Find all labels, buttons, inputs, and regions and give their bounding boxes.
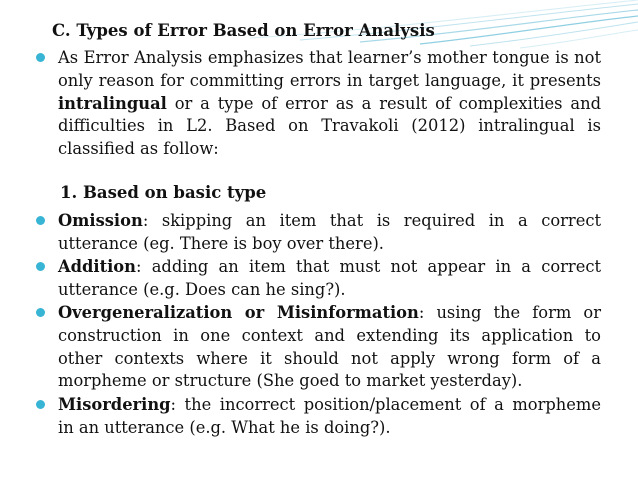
omission-definition: : skipping an item that is required in a correct [142,211,601,230]
overgeneralization-term: Overgeneralization or Misinformation [58,303,419,322]
omission-bullet [58,210,601,256]
intro-bullet [58,47,601,161]
intro-line-5: classified as follow: [58,139,219,159]
intralingual-term: intralingual [58,93,167,113]
intro-line-3 [58,93,601,116]
subheading-basic-type: 1. Based on basic type [60,183,267,202]
intro-line-4: difficulties in L2. Based on Travakoli (2012) intralingual is [58,116,601,136]
intro-line-2: only reason for committing errors in target language, it presents [58,70,601,90]
addition-definition: : adding an item that must not appear in a correct [136,257,601,276]
overgeneralization-line-3: other contexts where it should not apply wrong form of a [58,348,601,368]
bullet-dot-icon [36,262,45,271]
addition-term: Addition [58,257,136,276]
bullet-dot-icon [36,308,45,317]
addition-example: utterance (e.g. Does can he sing?). [58,279,346,299]
intro-line-3-rest: or a type of error as a result of complexities and [166,93,601,113]
omission-term: Omission [58,211,143,230]
omission-example: utterance (eg. There is boy over there). [58,233,384,253]
intro-line-1: As Error Analysis emphasizes that learner’s mother tongue is not [58,48,601,67]
overgeneralization-bullet [58,302,601,393]
overgeneralization-definition: : using the form or [418,303,601,322]
misordering-example: in an utterance (e.g. What he is doing?). [58,417,391,437]
misordering-term: Misordering [58,395,171,414]
bullet-dot-icon [36,216,45,225]
slide-heading: C. Types of Error Based on Error Analysis [52,21,435,40]
overgeneralization-line-4: morpheme or structure (She goed to market yesterday). [58,371,523,391]
addition-bullet [58,256,601,302]
bullet-dot-icon [36,53,45,62]
bullet-dot-icon [36,400,45,409]
misordering-bullet [58,394,601,440]
overgeneralization-line-2: construction in one context and extending its application to [58,325,601,345]
misordering-definition: : the incorrect position/placement of a morpheme [170,395,601,414]
